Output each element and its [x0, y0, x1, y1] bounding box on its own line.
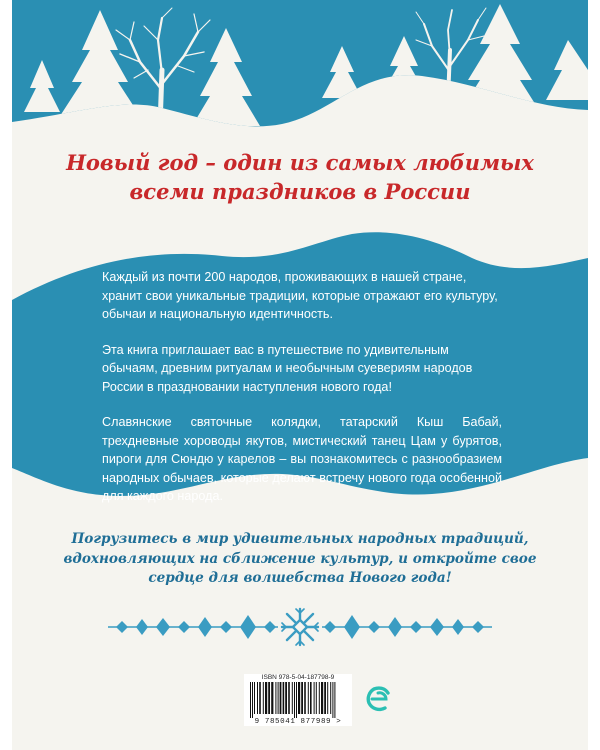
folk-snowflake-ornament-icon: [108, 606, 492, 648]
isbn-label: ISBN 978-5-04-187798-9: [261, 674, 335, 681]
description-paragraph-1: Каждый из почти 200 народов, проживающих в нашей стране, хранит свои уникальные традиции, которые отражают его культуру, обычаи и национальную идентичность.: [102, 270, 498, 321]
slogan: [12, 530, 588, 589]
description-paragraph-3: Славянские святочные колядки, татарский Кыш Бабай, трехдневные хороводы якутов, мистический танец Цам у бурятов, пироги для Сюндю у карелов – вы познакомитесь с разнообразием народных обычаев, которые делают встречу нового года особенной для каждого народа.: [102, 415, 502, 503]
publisher-logo-icon: [364, 684, 394, 714]
isbn-barcode: [244, 674, 352, 726]
book-back-cover: [12, 0, 588, 750]
headline: [12, 148, 588, 206]
slogan-line-2: вдохновляющих на сближение культур, и откройте свое: [63, 550, 537, 567]
slogan-line-3: сердце для волшебства Нового года!: [148, 570, 452, 586]
barcode-icon: [246, 682, 350, 718]
winter-forest-illustration: [12, 0, 588, 140]
slogan-line-1: Погрузитесь в мир удивительных народных традиций,: [71, 531, 529, 547]
headline-line-1: Новый год – один из самых любимых: [66, 150, 534, 175]
description-text: [102, 268, 502, 523]
description-paragraph-2: Эта книга приглашает вас в путешествие по удивительным обычаям, древним ритуалам и необычным суевериям народов России в праздновании наступления нового года!: [102, 342, 473, 394]
barcode-digits: 9 785041 877989 >: [254, 718, 342, 726]
headline-line-2: всеми праздников в России: [129, 179, 471, 204]
